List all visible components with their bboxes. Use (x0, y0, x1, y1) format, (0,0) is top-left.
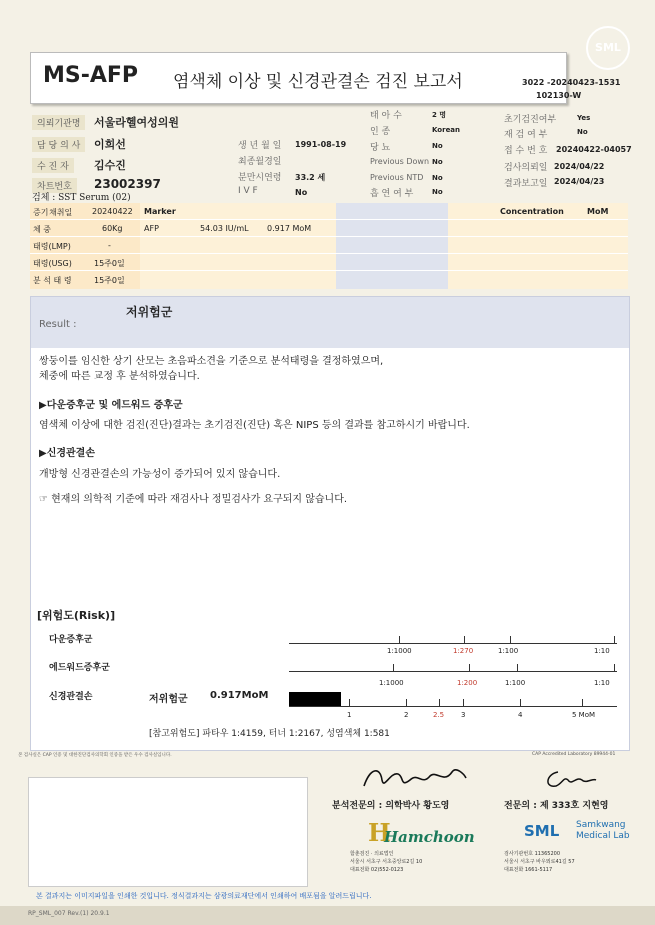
edward-tick (517, 664, 518, 672)
usg-label: 태령(USG) (33, 259, 72, 268)
edward-label: 에드워드증후군 (49, 663, 110, 673)
sml-footer-logo (522, 818, 558, 846)
specialist-name: 전문의 : 제 333호 지현영 (504, 801, 609, 811)
measure-table (30, 203, 628, 289)
weight-value: 60Kg (102, 224, 123, 233)
ntd-tick (439, 699, 440, 707)
result-box (30, 296, 630, 350)
ntd-tick-label: 3 (461, 711, 466, 719)
prev-ntd-value: No (432, 174, 443, 182)
down-tick (399, 636, 400, 644)
down-label: 다운증후군 (49, 635, 93, 645)
doctor-value: 이희선 (94, 138, 126, 151)
ntd-mom: 0.917MoM (210, 690, 269, 701)
hamchoon-h-icon: H (368, 818, 391, 847)
receipt-value: 20240422-04057 (556, 145, 632, 154)
edward-scale-line (289, 671, 617, 672)
down-tick (464, 636, 465, 644)
sml-addr-1: 검사기관번호 11365200 (504, 851, 561, 857)
measure-blank-col (336, 203, 448, 289)
print-notice: 본 결과지는 이미지파일을 인쇄한 것입니다. 정식결과지는 삼광의료재단에서 인쇄하여 배포됨을 알려드립니다. (36, 892, 372, 900)
conc-header: Concentration (500, 207, 564, 216)
examinee-value: 김수진 (94, 159, 126, 172)
analysis-label: 분 석 태 령 (33, 276, 72, 285)
ntd-tick (463, 699, 464, 707)
sml-address (504, 850, 575, 874)
down-tick-label: 1:10 (594, 647, 610, 655)
birth-label: 생 년 월 일 (238, 141, 282, 151)
sml-logo-icon: SML (586, 26, 630, 70)
analyst-signature (360, 762, 470, 794)
analyst-name: 분석전문의 : 의학박사 황도영 (332, 801, 450, 811)
ntd-tick (406, 699, 407, 707)
request-date-value: 2024/04/22 (554, 162, 605, 171)
age-value: 33.2 세 (295, 173, 326, 182)
down-tick (614, 636, 615, 644)
sml-addr-2: 서울시 서초구 바우뫼로41길 57 (504, 859, 575, 865)
marker-value: 54.03 IU/mL (200, 224, 249, 233)
report-id-1: 3022 -20240423-1531 (522, 78, 621, 87)
edward-tick-label: 1:1000 (379, 679, 404, 687)
hamchoon-name: Hamchoon (384, 828, 475, 846)
edward-tick (393, 664, 394, 672)
down-edward-text: 염색체 이상에 대한 검진(진단)결과는 초기검진(진단) 혹은 NIPS 등의 결과를 참고하시기 바랍니다. (39, 420, 470, 431)
institution-label: 의뢰기관명 (32, 115, 85, 130)
ntd-tick (349, 699, 350, 707)
ntd-cutoff-label: 2.5 (433, 711, 445, 719)
hamchoon-addr-3: 대표전화 02)552-0123 (350, 867, 404, 873)
down-tick (510, 636, 511, 644)
collect-label: 채취일 (49, 208, 73, 217)
lmp-ga-value: - (108, 241, 111, 250)
hamchoon-addr-1: 함춘검진 · 의료법인 (350, 851, 394, 857)
chart-value: 23002397 (94, 177, 161, 191)
ntd-tick (520, 699, 521, 707)
result-label: Result : (39, 319, 77, 330)
ivf-value: No (295, 188, 308, 197)
result-risk-group: 저위험군 (126, 305, 173, 319)
fetus-label: 태 아 수 (370, 111, 402, 121)
marker-mom: 0.917 MoM (267, 224, 312, 233)
hamchoon-addr-2: 서울시 서초구 서초중앙로2길 10 (350, 859, 423, 865)
down-edward-heading: ▶다운증후군 및 에드워드 증후군 (39, 400, 183, 411)
request-date-label: 검사의뢰일 (504, 163, 548, 173)
institution-value: 서울라헬여성의원 (94, 116, 180, 129)
chart-label: 차트번호 (32, 178, 77, 193)
down-cutoff-label: 1:270 (453, 647, 474, 655)
diabetes-value: No (432, 142, 443, 150)
ntd-tick-label: 2 (404, 711, 409, 719)
smoking-label: 흡 연 여 부 (370, 189, 414, 199)
reference-risk: [참고위험도] 파타우 1:4159, 터너 1:2167, 성염색체 1:581 (149, 729, 390, 739)
recommend-text: ☞ 현재의 의학적 기준에 따라 재검사나 정밀검사가 요구되지 않습니다. (39, 494, 348, 505)
first-screen-label: 초기검진여부 (504, 115, 557, 125)
edward-cutoff-label: 1:200 (457, 679, 478, 687)
ntd-text: 개방형 신경관결손의 가능성이 증가되어 있지 않습니다. (39, 469, 281, 480)
usg-value: 15주0일 (94, 259, 125, 268)
down-tick-label: 1:1000 (387, 647, 412, 655)
retest-value: No (577, 128, 588, 136)
ntd-tick-label: 5 MoM (572, 711, 596, 719)
accreditation-note: 본 검사실은 CAP 인증 및 대한진단검사의학회 인증을 받은 우수 검사실입니다. (18, 753, 172, 758)
result-detail (30, 348, 630, 751)
race-value: Korean (432, 126, 461, 134)
sml-name-2: Medical Lab (576, 831, 630, 841)
analysis-value: 15주0일 (94, 276, 125, 285)
report-code: MS-AFP (43, 63, 139, 88)
examinee-label: 수 진 자 (32, 158, 74, 173)
comment-box (28, 777, 308, 887)
report-title: 염색체 이상 및 신경관결손 검진 보고서 (173, 72, 463, 92)
weight-label: 체 중 (33, 225, 51, 234)
retest-label: 재 검 여 부 (504, 130, 548, 140)
collect-prefix: 증기 (33, 208, 49, 217)
sml-footer-mark-icon: SML (524, 822, 560, 840)
fetus-value: 2 명 (432, 111, 447, 119)
collect-value: 20240422 (92, 207, 133, 216)
result-para1a: 쌍둥이를 임신한 상기 산모는 초음파소견을 기준으로 분석태령을 결정하였으며, (39, 356, 384, 367)
mom-header: MoM (587, 207, 609, 216)
ntd-tick-label: 1 (347, 711, 352, 719)
ntd-scale-line (289, 706, 617, 707)
birth-value: 1991-08-19 (295, 140, 347, 149)
sml-footer-name (576, 820, 630, 842)
prev-down-value: No (432, 158, 443, 166)
hamchoon-address (350, 850, 422, 874)
marker-header: Marker (144, 207, 176, 216)
first-screen-value: Yes (577, 114, 591, 122)
age-label: 분만시연령 (238, 173, 282, 183)
ntd-group: 저위험군 (149, 694, 188, 705)
ntd-tick-label: 4 (518, 711, 523, 719)
sml-name-1: Samkwang (576, 820, 626, 830)
down-tick-label: 1:100 (498, 647, 519, 655)
prev-ntd-label: Previous NTD (370, 173, 424, 182)
title-box (30, 52, 567, 104)
sml-addr-3: 대표전화 1661-5117 (504, 867, 553, 873)
result-para1b: 체중에 따른 교정 후 분석하였습니다. (39, 371, 200, 382)
ntd-tick (582, 699, 583, 707)
edward-tick-label: 1:100 (505, 679, 526, 687)
edward-tick (614, 664, 615, 672)
lmp-ga-label: 태령(LMP) (33, 242, 71, 251)
ivf-label: I V F (238, 186, 258, 196)
edward-tick (469, 664, 470, 672)
result-date-label: 결과보고일 (504, 179, 548, 189)
edward-tick-label: 1:10 (594, 679, 610, 687)
lmp-label: 최종월경일 (238, 157, 282, 167)
smoking-value: No (432, 188, 443, 196)
ntd-heading: ▶신경관결손 (39, 448, 95, 459)
ntd-label: 신경관결손 (49, 692, 93, 702)
result-date-value: 2024/04/23 (554, 177, 605, 186)
specialist-signature (540, 766, 600, 794)
down-scale-line (289, 643, 617, 644)
race-label: 인 종 (370, 127, 391, 137)
risk-title: [위험도(Risk)] (37, 609, 116, 622)
receipt-label: 접 수 번 호 (504, 146, 548, 156)
marker-name: AFP (144, 224, 159, 233)
diabetes-label: 당 뇨 (370, 143, 391, 153)
doctor-label: 담 당 의 사 (32, 137, 85, 152)
ntd-marker-bar (289, 692, 341, 706)
specimen: 검체 : SST Serum (02) (32, 193, 131, 203)
cap-number: CAP Accredited Laboratory 89944-01 (532, 752, 616, 757)
form-number: RP_SML_007 Rev.(1) 20.9.1 (28, 910, 110, 917)
prev-down-label: Previous Down (370, 157, 430, 166)
report-id-2: 102130-W (536, 91, 582, 100)
